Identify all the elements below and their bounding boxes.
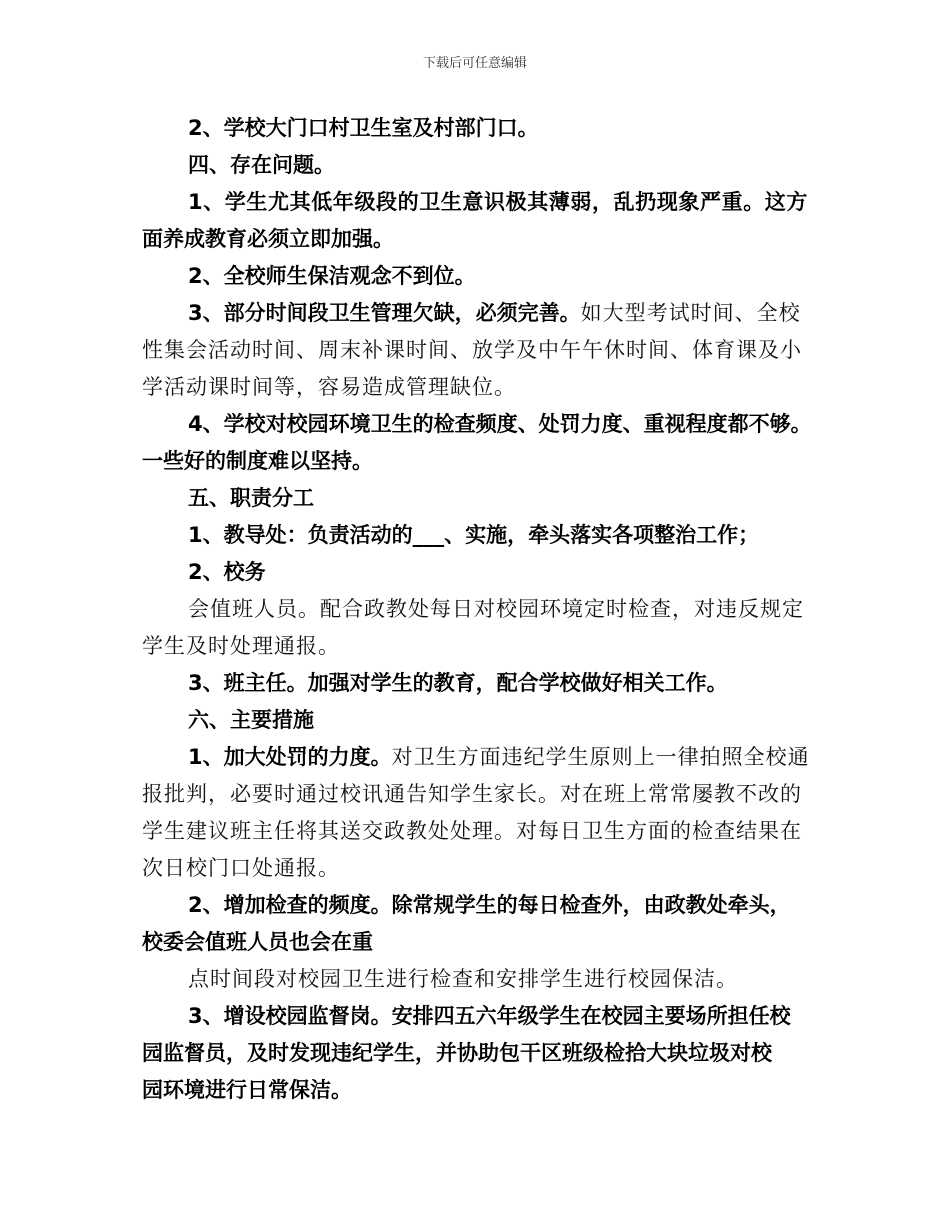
paragraph-line: 1、学生尤其低年级段的卫生意识极其薄弱，乱扔现象严重。这方	[188, 190, 809, 214]
paragraph-line	[142, 739, 822, 776]
paragraph-line: 报批判，必要时通过校讯通告知学生家长。对在班上常常屡教不改的	[142, 782, 802, 806]
paragraph-line: 2、增加检查的频度。除常规学生的每日检查外，由政教处牵头，	[188, 893, 791, 917]
paragraph-line: 3、增设校园监督岗。安排四五六年级学生在校园主要场所担任校	[188, 1004, 791, 1028]
paragraph-line: 4、学校对校园环境卫生的检查频度、处罚力度、重视程度都不够。	[188, 412, 812, 436]
page-header: 下载后可任意编辑	[422, 56, 527, 71]
paragraph-line: 园环境进行日常保洁。	[142, 1078, 352, 1102]
paragraph-line	[142, 295, 822, 332]
section-heading: 四、存在问题。	[188, 153, 335, 177]
bold-lead: 1、加大处罚的力度。	[188, 745, 392, 769]
document-body	[142, 110, 822, 1109]
paragraph-line: 1、教导处：负责活动的___、实施，牵头落实各项整治工作；	[188, 523, 760, 547]
paragraph-line: 2、全校师生保洁观念不到位。	[188, 264, 476, 288]
paragraph-line: 性集会活动时间、周末补课时间、放学及中午午休时间、体育课及小	[142, 338, 802, 362]
paragraph-line: 校委会值班人员也会在重	[142, 930, 373, 954]
paragraph-line: 学生及时处理通报。	[142, 634, 340, 658]
bold-lead: 3、部分时间段卫生管理欠缺，必须完善。	[188, 301, 581, 325]
paragraph-line: 会值班人员。配合政教处每日对校园环境定时检查，对违反规定	[188, 597, 804, 621]
paragraph-line: 园监督员，及时发现违纪学生，并协助包干区班级检拾大块垃圾对校	[142, 1041, 772, 1065]
plain-text: 对卫生方面违纪学生原则上一律拍照全校通	[391, 745, 810, 769]
paragraph-line: 点时间段对校园卫生进行检查和安排学生进行校园保洁。	[188, 967, 738, 991]
paragraph-line: 面养成教育必须立即加强。	[142, 227, 394, 251]
section-heading: 六、主要措施	[188, 708, 314, 732]
paragraph-line: 次日校门口处通报。	[142, 856, 340, 880]
paragraph-line: 一些好的制度难以坚持。	[142, 449, 373, 473]
paragraph-line: 学活动课时间等，容易造成管理缺位。	[142, 375, 516, 399]
section-heading: 五、职责分工	[188, 486, 314, 510]
paragraph-line: 3、班主任。加强对学生的教育，配合学校做好相关工作。	[188, 671, 728, 695]
paragraph-line: 学生建议班主任将其送交政教处处理。对每日卫生方面的检查结果在	[142, 819, 802, 843]
paragraph-line: 2、学校大门口村卫生室及村部门口。	[188, 116, 539, 140]
plain-text: 如大型考试时间、全校	[580, 301, 801, 325]
paragraph-line: 2、校务	[188, 560, 266, 584]
